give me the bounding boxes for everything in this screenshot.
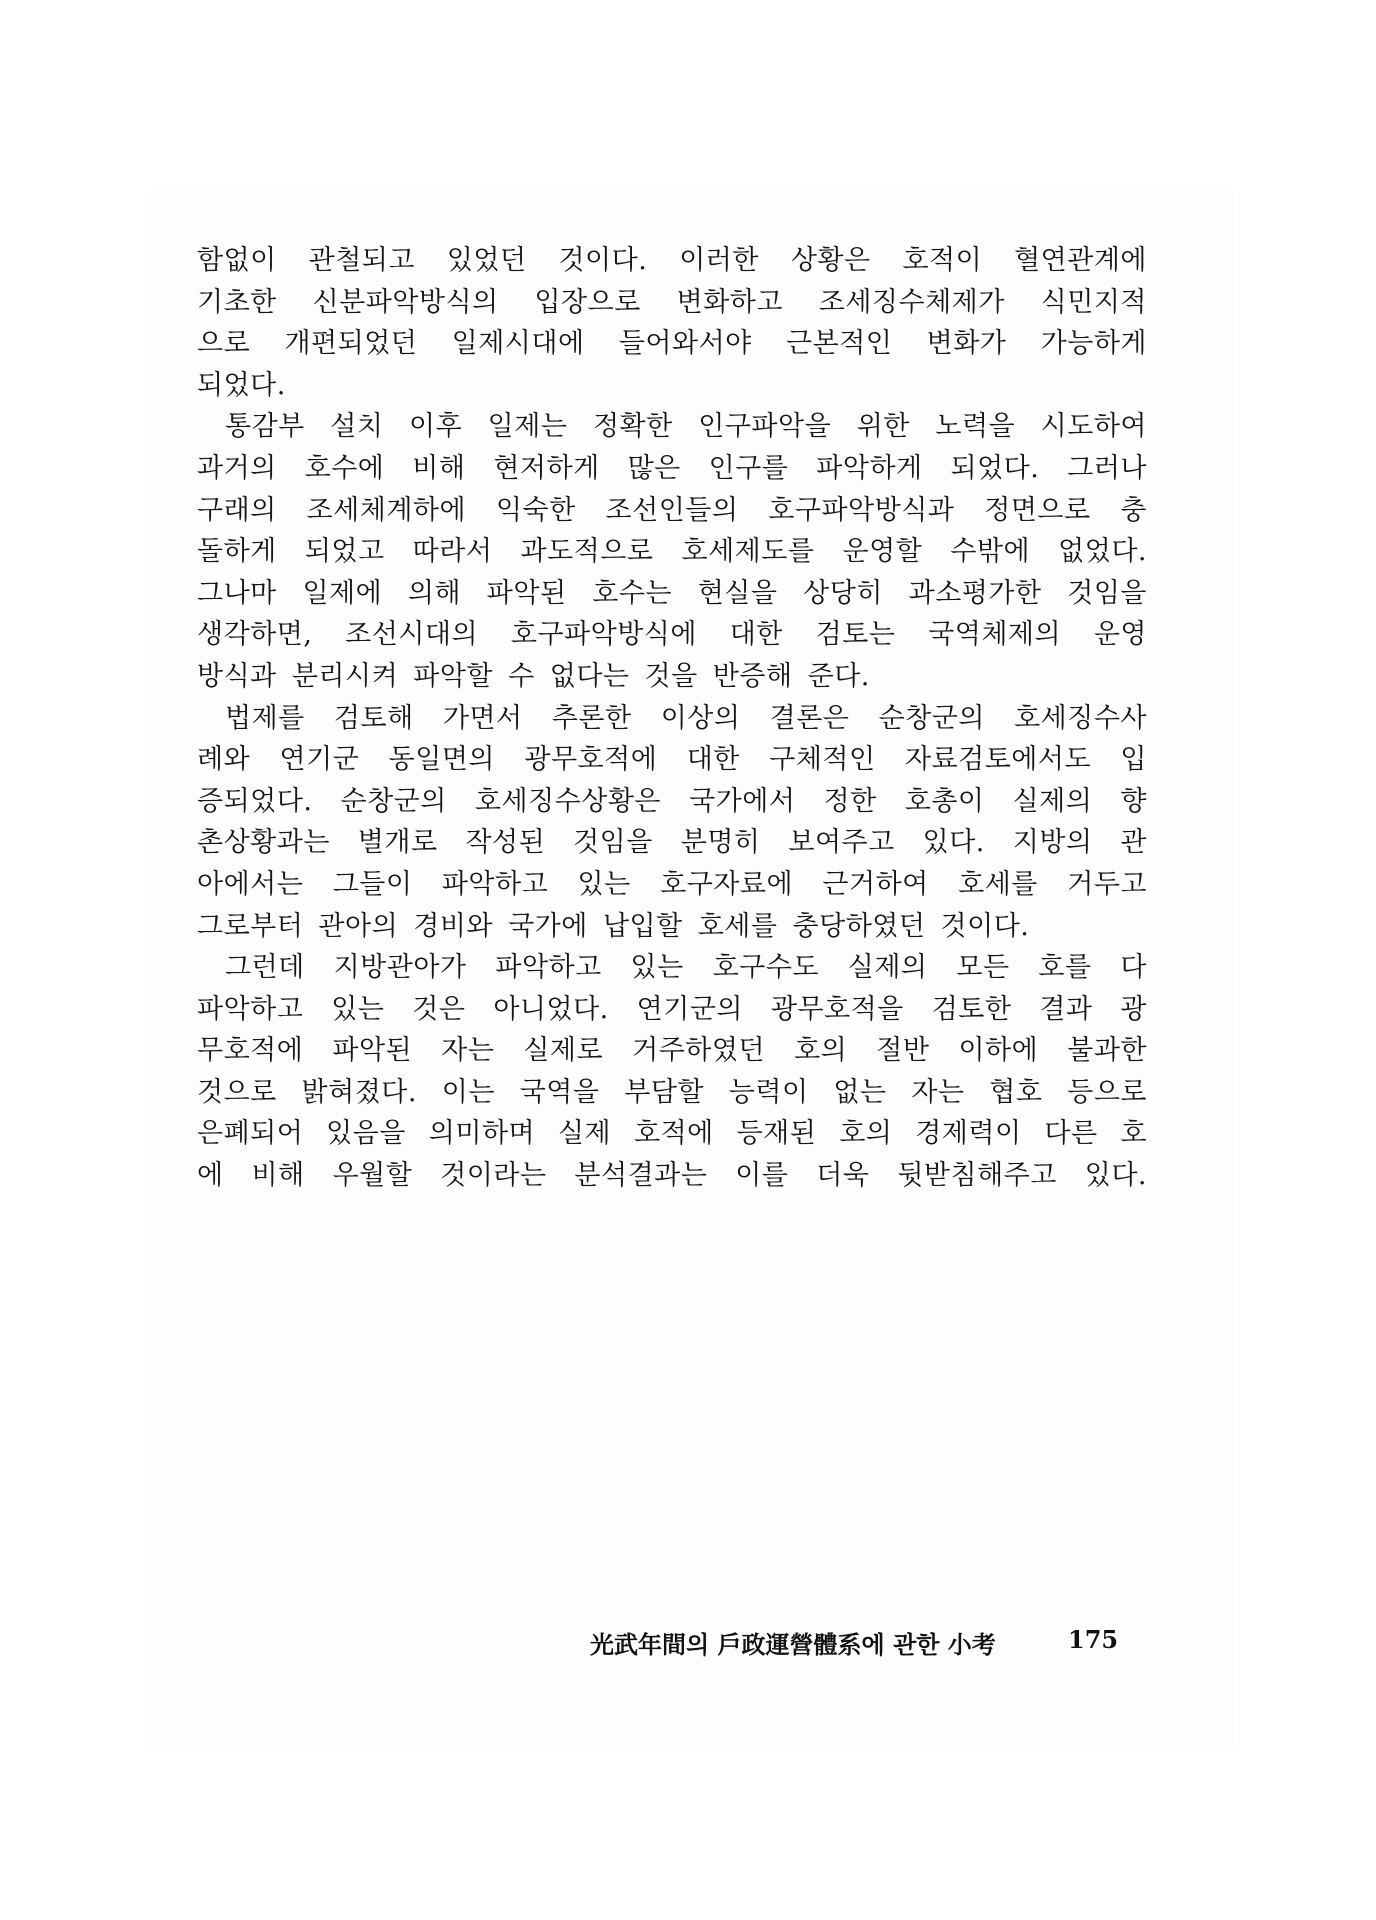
paragraph-start-line: 통감부 설치 이후 일제는 정확한 인구파악을 위한 노력을 시도하여 <box>225 411 1147 443</box>
paragraph-start-line: 그런데 지방관아가 파악하고 있는 호구수도 실제의 모든 호를 다 <box>225 952 1147 984</box>
text-line: 함없이 관철되고 있었던 것이다. 이러한 상황은 호적이 혈연관계에 <box>197 245 1147 276</box>
text-line: 기초한 신분파악방식의 입장으로 변화하고 조세징수체제가 식민지적 <box>197 286 1147 318</box>
paragraph-start-line: 법제를 검토해 가면서 추론한 이상의 결론은 순창군의 호세징수사 <box>225 702 1147 734</box>
text-line: 구래의 조세체계하에 익숙한 조선인들의 호구파악방식과 정면으로 충 <box>197 494 1147 526</box>
text-line: 그나마 일제에 의해 파악된 호수는 현실을 상당히 과소평가한 것임을 <box>197 577 1147 609</box>
text-line: 촌상황과는 별개로 작성된 것임을 분명히 보여주고 있다. 지방의 관 <box>197 827 1147 859</box>
page-number: 175 <box>1068 1625 1119 1654</box>
text-line: 아에서는 그들이 파악하고 있는 호구자료에 근거하여 호세를 거두고 <box>197 868 1147 900</box>
text-line: 례와 연기군 동일면의 광무호적에 대한 구체적인 자료검토에서도 입 <box>197 744 1147 776</box>
text-line: 방식과 분리시켜 파악할 수 없다는 것을 반증해 준다. <box>197 660 870 692</box>
text-line: 증되었다. 순창군의 호세징수상황은 국가에서 정한 호총이 실제의 향 <box>197 785 1147 817</box>
text-line: 에 비해 우월할 것이라는 분석결과는 이를 더욱 뒷받침해주고 있다. <box>197 1160 1147 1192</box>
text-line: 은폐되어 있음을 의미하며 실제 호적에 등재된 호의 경제력이 다른 호 <box>197 1118 1147 1150</box>
text-line: 생각하면, 조선시대의 호구파악방식에 대한 검토는 국역체제의 운영 <box>197 619 1147 651</box>
text-line: 돌하게 되었고 따라서 과도적으로 호세제도를 운영할 수밖에 없었다. <box>197 536 1147 568</box>
text-line: 파악하고 있는 것은 아니었다. 연기군의 광무호적을 검토한 결과 광 <box>197 993 1147 1025</box>
text-line: 그로부터 관아의 경비와 국가에 납입할 호세를 충당하였던 것이다. <box>197 910 1030 942</box>
body-text <box>197 240 1147 1197</box>
text-line: 되었다. <box>197 369 286 401</box>
text-line: 것으로 밝혀졌다. 이는 국역을 부담할 능력이 없는 자는 협호 등으로 <box>197 1076 1147 1108</box>
text-line: 으로 개편되었던 일제시대에 들어와서야 근본적인 변화가 가능하게 <box>197 328 1147 360</box>
text-line: 과거의 호수에 비해 현저하게 많은 인구를 파악하게 되었다. 그러나 <box>197 452 1147 484</box>
running-footer-title: 光武年間의 戶政運營體系에 관한 小考 <box>590 1630 996 1659</box>
text-line: 무호적에 파악된 자는 실제로 거주하였던 호의 절반 이하에 불과한 <box>197 1035 1147 1067</box>
